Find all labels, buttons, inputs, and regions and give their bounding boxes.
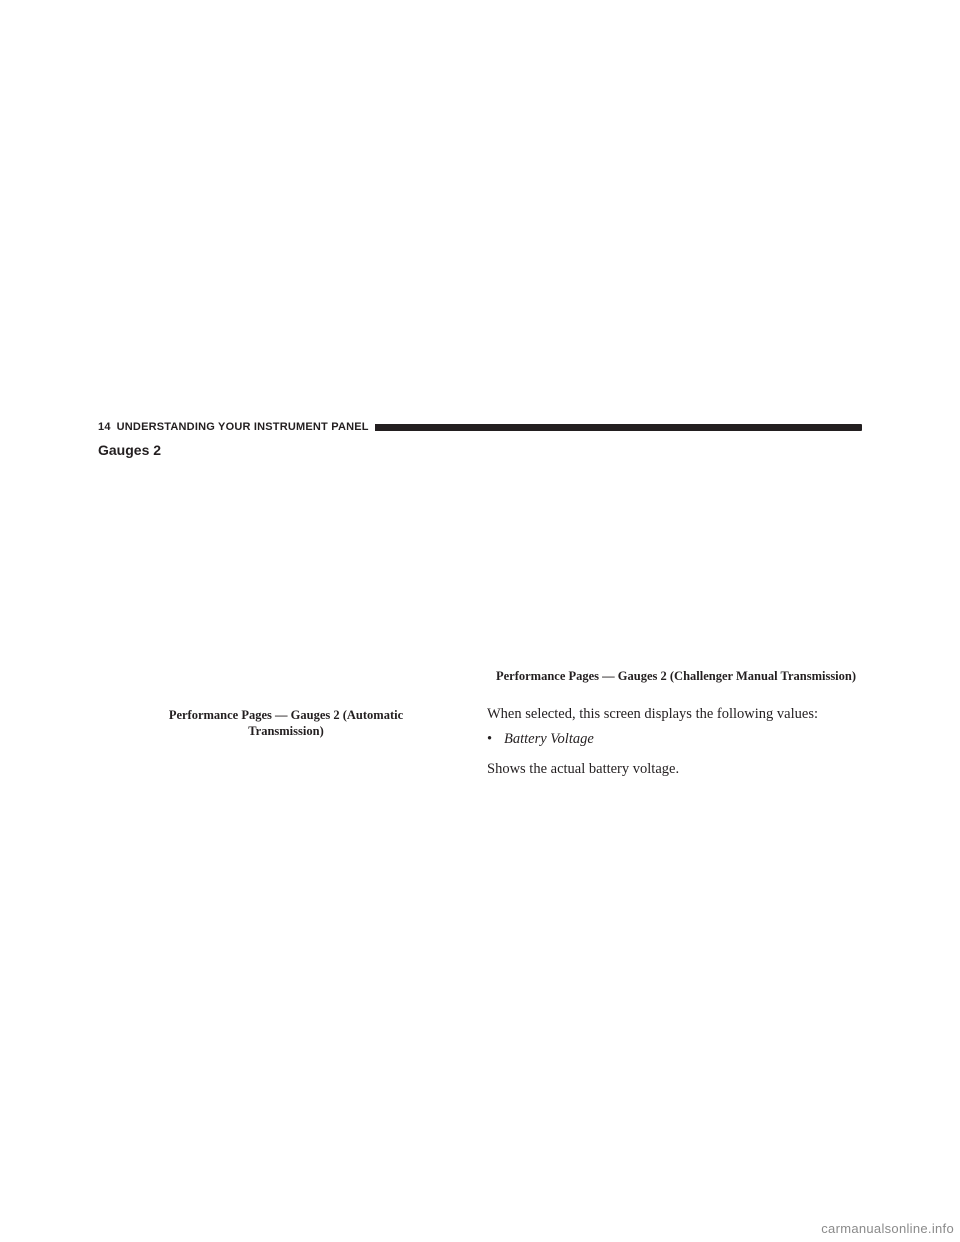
list-item-label: Battery Voltage [504,731,594,747]
section-title: UNDERSTANDING YOUR INSTRUMENT PANEL [116,421,369,433]
page-number: 14 [98,421,111,433]
list-item [487,730,594,748]
description-paragraph: Shows the actual battery voltage. [487,761,680,777]
watermark: carmanualsonline.info [821,1221,954,1236]
bullet-icon: • [487,731,493,747]
header-rule [375,424,862,431]
figure-caption-automatic: Performance Pages — Gauges 2 (Automatic Transmission) [168,708,404,738]
page-header [98,419,862,435]
section-heading: Gauges 2 [98,442,162,458]
intro-paragraph: When selected, this screen displays the following values: [487,706,818,722]
figure-caption-manual: Performance Pages — Gauges 2 (Challenger Manual Transmission) [495,669,857,683]
